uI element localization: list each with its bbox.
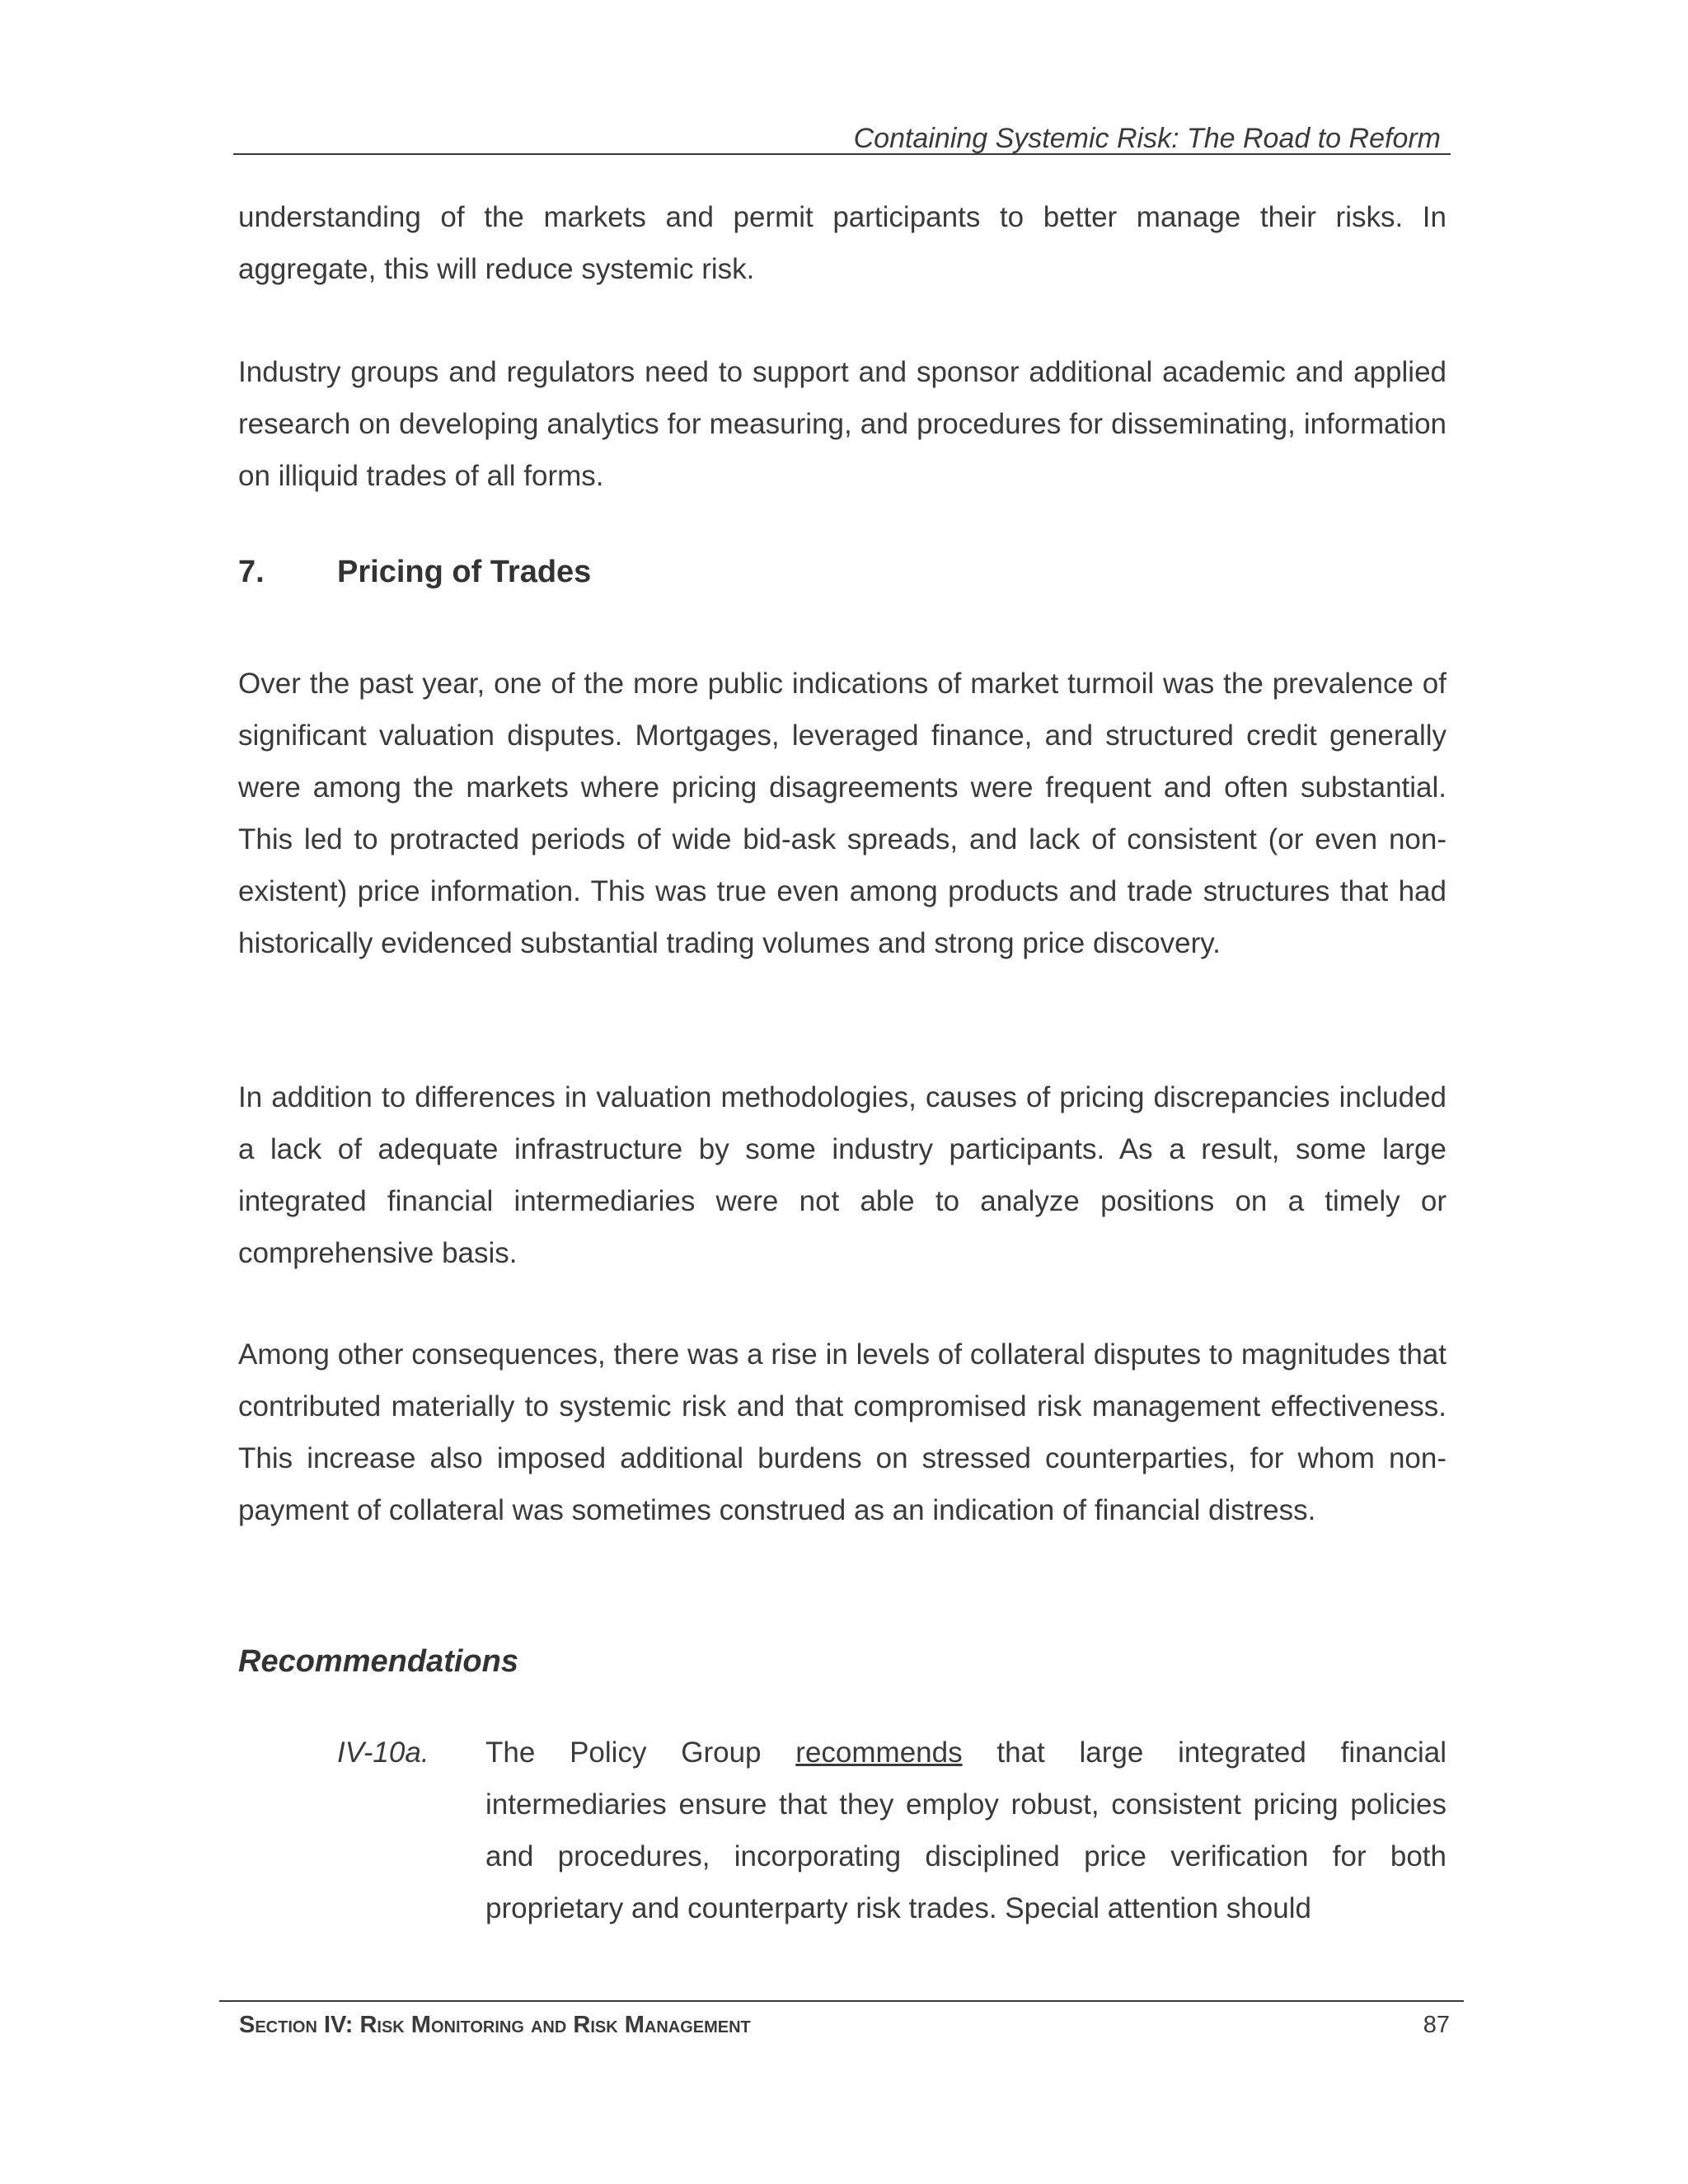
section-title: Pricing of Trades: [337, 555, 592, 589]
section-heading: [238, 555, 591, 590]
page-footer: [219, 2000, 1464, 2038]
recommendation-text-before: The Policy Group: [485, 1736, 796, 1769]
recommendation-id: IV-10a.: [337, 1736, 429, 1769]
section-number: 7.: [238, 555, 265, 589]
paragraph-turmoil: [238, 658, 1447, 969]
paragraph-4: In addition to differences in valuation methodologies, causes of pricing discrepancies included a lack of adequate infrastructure by some industry participants. As a result, some large integrated financial intermediaries were not able to analyze positions on a timely or comprehensive basis.: [238, 1081, 1447, 1269]
paragraph-consequences: [238, 1329, 1447, 1536]
paragraph-1: understanding of the markets and permit participants to better manage their risks. In aggregate, this will reduce systemic risk.: [238, 201, 1447, 285]
paragraph-discrepancies: [238, 1071, 1447, 1279]
recommendation-item: [337, 1727, 1447, 1934]
page-number: 87: [1423, 2012, 1450, 2038]
running-header: [233, 122, 1451, 155]
running-title: Containing Systemic Risk: The Road to Reform: [853, 123, 1441, 154]
paragraph-research: [238, 346, 1447, 502]
paragraph-5: Among other consequences, there was a rise in levels of collateral disputes to magnitudes that contributed materially to systemic risk and that compromised risk management effectiveness. This increase also imposed additional burdens on stressed counterparties, for whom non-payment of collateral was sometimes construed as an indication of financial distress.: [238, 1338, 1447, 1526]
recommendation-text: [485, 1727, 1447, 1934]
paragraph-2: Industry groups and regulators need to support and sponsor additional academic and applied research on developing analytics for measuring, and procedures for disseminating, information on illiquid trades of all forms.: [238, 356, 1447, 492]
footer-section-label: Section IV: Risk Monitoring and Risk Management: [239, 2012, 751, 2038]
recommendations-heading: Recommendations: [238, 1644, 518, 1679]
paragraph-3: Over the past year, one of the more public indications of market turmoil was the prevalence of significant valuation disputes. Mortgages, leveraged finance, and structured credit generally were among the markets where pricing disagreements were frequent and often substantial. This led to protracted periods of wide bid-ask spreads, and lack of consistent (or even non-existent) price information. This was true even among products and trade structures that had historically evidenced substantial trading volumes and strong price discovery.: [238, 668, 1447, 959]
recommendation-text-after: that large integrated financial intermediaries ensure that they employ robust, consistent pricing policies and procedures, incorporating disciplined price verification for both proprietary and counterparty risk trades. Special attention should: [485, 1736, 1447, 1924]
paragraph-continuation: [238, 191, 1447, 295]
recommendation-emphasis: recommends: [795, 1736, 963, 1769]
